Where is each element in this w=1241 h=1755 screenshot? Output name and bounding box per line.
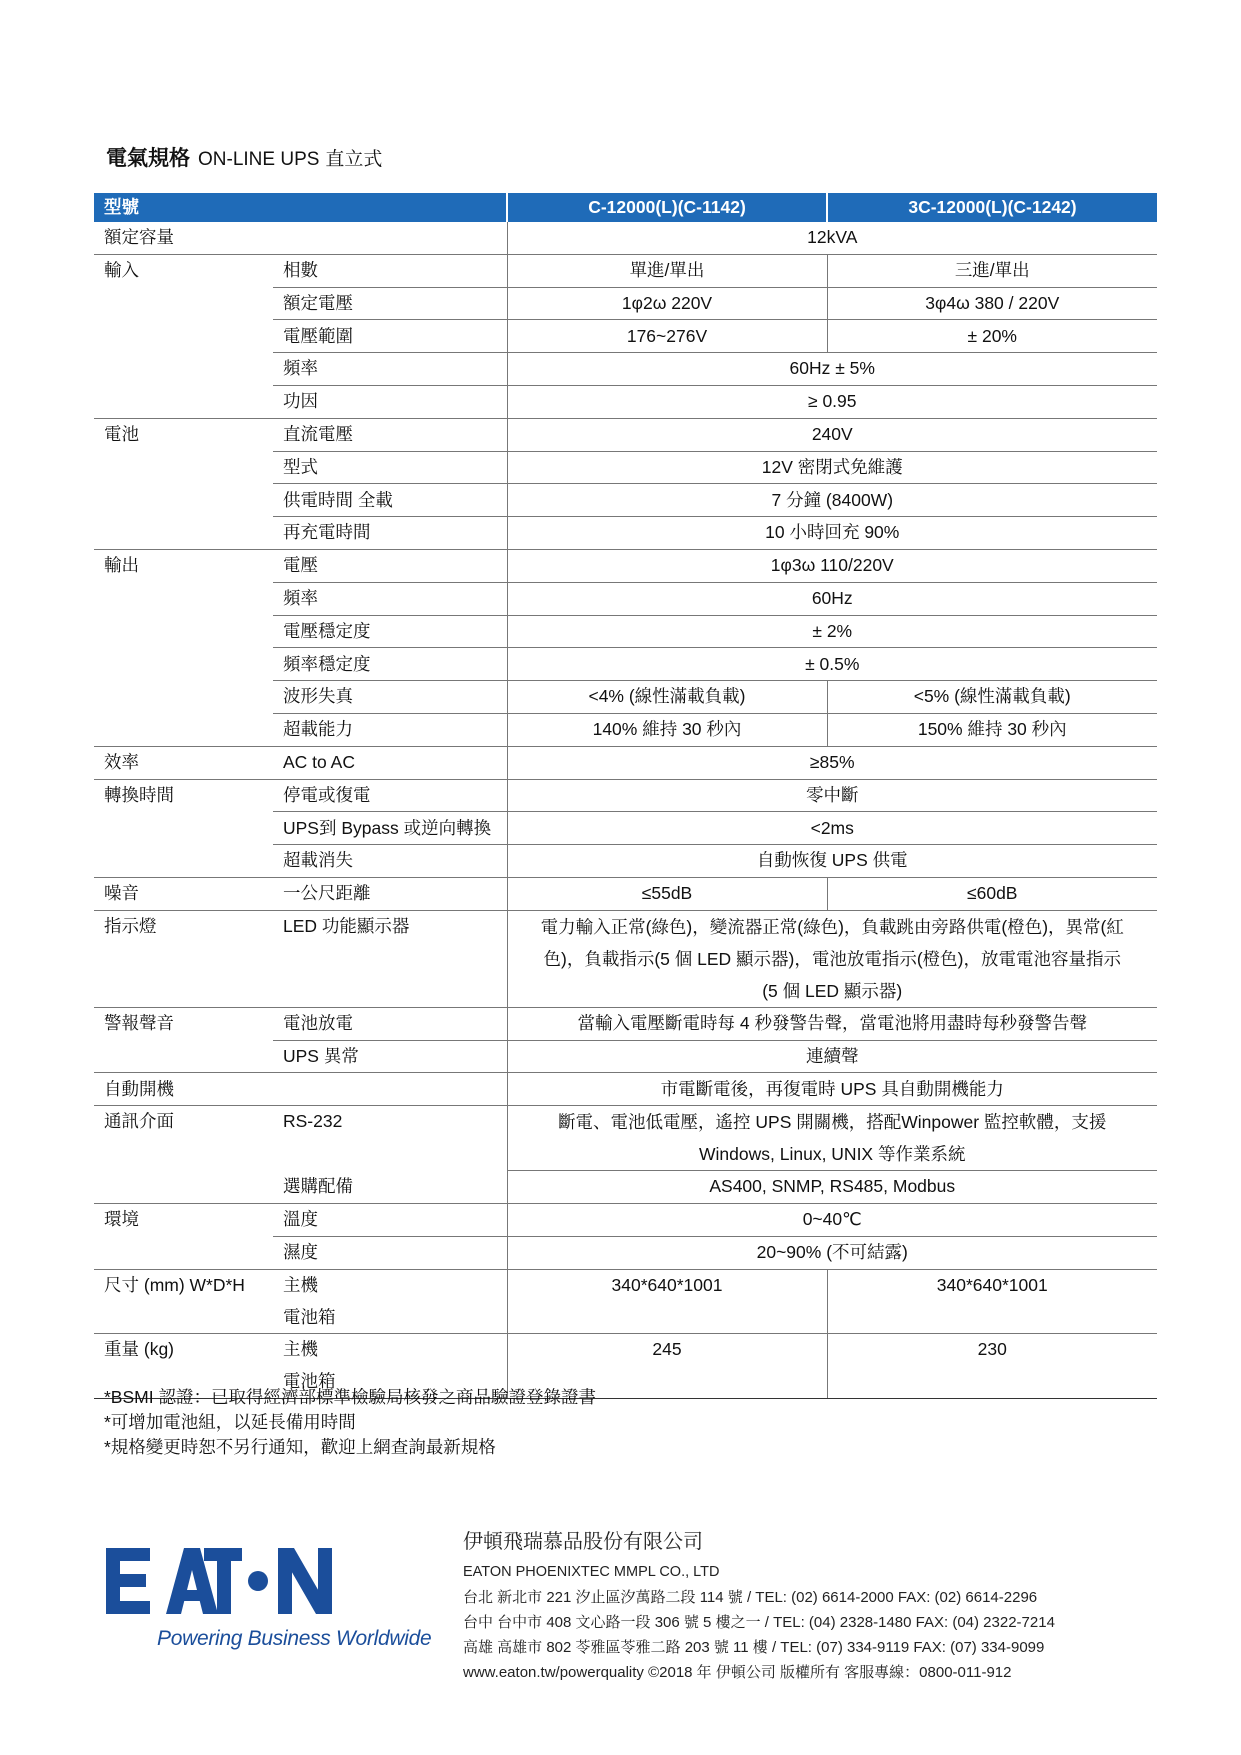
rs232-description (507, 1106, 1157, 1171)
rs232-line-1: 斷電、電池低電壓，遙控 UPS 開關機，搭配Winpower 監控軟體，支援 (558, 1112, 1107, 1133)
footnotes (104, 1385, 596, 1460)
row-value: 當輸入電壓斷電時每 4 秒發警告聲，當電池將用盡時每秒發警告聲 (507, 1007, 1157, 1040)
row-value: 60Hz ± 5% (507, 353, 1157, 386)
footnote: *規格變更時恕不另行通知，歡迎上網查詢最新規格 (104, 1437, 496, 1457)
row-value: 7 分鐘 (8400W) (507, 484, 1157, 517)
row-value-1: 176~276V (507, 320, 827, 353)
row-label: 電池箱 (273, 1366, 507, 1398)
row-label: 電壓穩定度 (273, 615, 507, 648)
header-label: 型號 (94, 193, 273, 222)
office-taipei: 台北 新北市 221 汐止區汐萬路二段 114 號 / TEL: (02) 6614-2000 FAX: (02) 6614-2296 (463, 1589, 1038, 1606)
logo-tagline: Powering Business Worldwide (157, 1627, 432, 1650)
row-value-2: 230 (827, 1334, 1157, 1399)
row-label: 一公尺距離 (273, 877, 507, 910)
row-label: 頻率 (273, 582, 507, 615)
row-label: 頻率穩定度 (273, 648, 507, 681)
row-label: 主機 (283, 1339, 318, 1360)
header-model-2: 3C-12000(L)(C-1242) (827, 193, 1157, 222)
row-value: 10 小時回充 90% (507, 517, 1157, 550)
eaton-logo-mark (106, 1548, 332, 1614)
row-value-2: 340*640*1001 (827, 1269, 1157, 1334)
row-value: 零中斷 (507, 779, 1157, 812)
row-label: 直流電壓 (273, 418, 507, 451)
row-cat: 指示燈 (94, 910, 273, 1007)
spec-table (94, 193, 1157, 1399)
row-label: 主機 (283, 1274, 318, 1295)
row-label: UPS到 Bypass 或逆向轉換 (273, 812, 507, 845)
row-value-1: 1φ2ω 220V (507, 287, 827, 320)
row-value-2: <5% (線性滿載負載) (827, 681, 1157, 714)
row-label: 電池箱 (273, 1301, 507, 1333)
row-value-2: 3φ4ω 380 / 220V (827, 287, 1157, 320)
row-value: ≥ 0.95 (507, 385, 1157, 418)
footnote: *BSMI 認證：已取得經濟部標準檢驗局核發之商品驗證登錄證書 (104, 1387, 596, 1407)
row-cat: 環境 (94, 1203, 273, 1269)
row-value-1: 340*640*1001 (507, 1269, 827, 1334)
row-label: 濕度 (273, 1236, 507, 1269)
row-label: 功因 (273, 385, 507, 418)
company-name: 伊頓飛瑞慕品股份有限公司 (463, 1531, 703, 1553)
table-row (94, 1073, 1157, 1106)
row-cat: 電池 (94, 418, 273, 549)
row-label: 型式 (273, 451, 507, 484)
row-value-2: 150% 維持 30 秒內 (827, 713, 1157, 746)
row-label: 相數 (273, 254, 507, 287)
table-row (94, 1203, 1157, 1236)
row-value: ≥85% (507, 746, 1157, 779)
row-cat: 輸出 (94, 549, 273, 746)
row-value-2: 三進/單出 (827, 254, 1157, 287)
table-row (94, 877, 1157, 910)
indicator-line-1: 電力輸入正常(綠色)，變流器正常(綠色)，負載跳由旁路供電(橙色)，異常(紅 (540, 916, 1124, 937)
row-value: 1φ3ω 110/220V (507, 549, 1157, 582)
row-value: 20~90% (不可結露) (507, 1236, 1157, 1269)
row-value-1: ≤55dB (507, 877, 827, 910)
row-value-2: ± 20% (827, 320, 1157, 353)
row-value-2: ≤60dB (827, 877, 1157, 910)
row-cat: 輸入 (94, 254, 273, 418)
row-value: 自動恢復 UPS 供電 (507, 845, 1157, 878)
row-value-1: <4% (線性滿載負載) (507, 681, 827, 714)
row-cat: 額定容量 (94, 222, 273, 254)
company-footer: www.eaton.tw/powerquality ©2018 年 伊頓公司 版權所有 客服專線：0800-011-912 (463, 1664, 1012, 1681)
row-value: 連續聲 (507, 1040, 1157, 1073)
table-row (94, 1269, 1157, 1301)
table-row (94, 910, 1157, 1007)
row-value: 0~40℃ (507, 1203, 1157, 1236)
row-label: 電壓範圍 (273, 320, 507, 353)
row-label: 超載能力 (273, 713, 507, 746)
footnote: *可增加電池組，以延長備用時間 (104, 1412, 356, 1432)
row-value: 60Hz (507, 582, 1157, 615)
row-label: 頻率 (273, 353, 507, 386)
row-label: 額定電壓 (273, 287, 507, 320)
row-label: 波形失真 (273, 681, 507, 714)
table-row (94, 222, 1157, 254)
row-cat: 尺寸 (mm) W*D*H (94, 1269, 273, 1334)
table-row (94, 1334, 1157, 1366)
row-value-1: 245 (507, 1334, 827, 1399)
row-label: 再充電時間 (273, 517, 507, 550)
row-value: AS400, SNMP, RS485, Modbus (507, 1171, 1157, 1204)
row-value: <2ms (507, 812, 1157, 845)
indicator-line-2: 色)，負載指示(5 個 LED 顯示器)，電池放電指示(橙色)，放電電池容量指示 (543, 948, 1121, 969)
row-label: AC to AC (273, 746, 507, 779)
company-name-en: EATON PHOENIXTEC MMPL CO., LTD (463, 1564, 720, 1580)
row-label: 電壓 (273, 549, 507, 582)
row-label: 停電或復電 (273, 779, 507, 812)
row-value: ± 0.5% (507, 648, 1157, 681)
office-taichung: 台中 台中市 408 文心路一段 306 號 5 樓之一 / TEL: (04) 2328-1480 FAX: (04) 2322-7214 (463, 1614, 1055, 1631)
row-value: 市電斷電後，再復電時 UPS 具自動開機能力 (507, 1073, 1157, 1106)
row-label: 溫度 (273, 1203, 507, 1236)
row-value-1: 140% 維持 30 秒內 (507, 713, 827, 746)
row-label: RS-232 (283, 1111, 343, 1132)
office-kaohsiung: 高雄 高雄市 802 苓雅區苓雅二路 203 號 11 樓 / TEL: (07) 334-9119 FAX: (07) 334-9099 (463, 1639, 1045, 1656)
title-bold: 電氣規格 (106, 147, 190, 170)
title-product: ON-LINE UPS (198, 149, 320, 170)
title-form: 直立式 (325, 149, 383, 170)
row-cat: 自動開機 (94, 1073, 273, 1106)
row-value: 240V (507, 418, 1157, 451)
company-info (463, 1528, 1055, 1685)
row-label: 供電時間 全載 (273, 484, 507, 517)
row-label: 電池放電 (273, 1007, 507, 1040)
row-value-1: 單進/單出 (507, 254, 827, 287)
row-value: 12kVA (507, 222, 1157, 254)
row-cat: 警報聲音 (94, 1007, 273, 1073)
row-cat: 效率 (94, 746, 273, 779)
indicator-line-3: (5 個 LED 顯示器) (762, 980, 903, 1001)
row-cat: 重量 (kg) (94, 1334, 273, 1399)
header-model-1: C-12000(L)(C-1142) (507, 193, 827, 222)
table-row (94, 746, 1157, 779)
table-row (94, 418, 1157, 451)
rs232-line-2: Windows, Linux, UNIX 等作業系統 (699, 1144, 966, 1165)
page-title (106, 142, 382, 172)
table-row (94, 1106, 1157, 1171)
row-cat: 轉換時間 (94, 779, 273, 877)
row-label: 選購配備 (273, 1171, 507, 1204)
row-cat: 通訊介面 (94, 1106, 273, 1204)
row-value: 12V 密閉式免維護 (507, 451, 1157, 484)
row-label: 超載消失 (273, 845, 507, 878)
row-label: LED 功能顯示器 (273, 910, 507, 1007)
row-cat: 噪音 (94, 877, 273, 910)
table-header (94, 193, 1157, 222)
table-row (94, 779, 1157, 812)
row-value: ± 2% (507, 615, 1157, 648)
table-row (94, 254, 1157, 287)
table-row (94, 549, 1157, 582)
indicator-description (507, 910, 1157, 1007)
eaton-logo (106, 1548, 422, 1614)
table-row (94, 1007, 1157, 1040)
row-label: UPS 異常 (273, 1040, 507, 1073)
